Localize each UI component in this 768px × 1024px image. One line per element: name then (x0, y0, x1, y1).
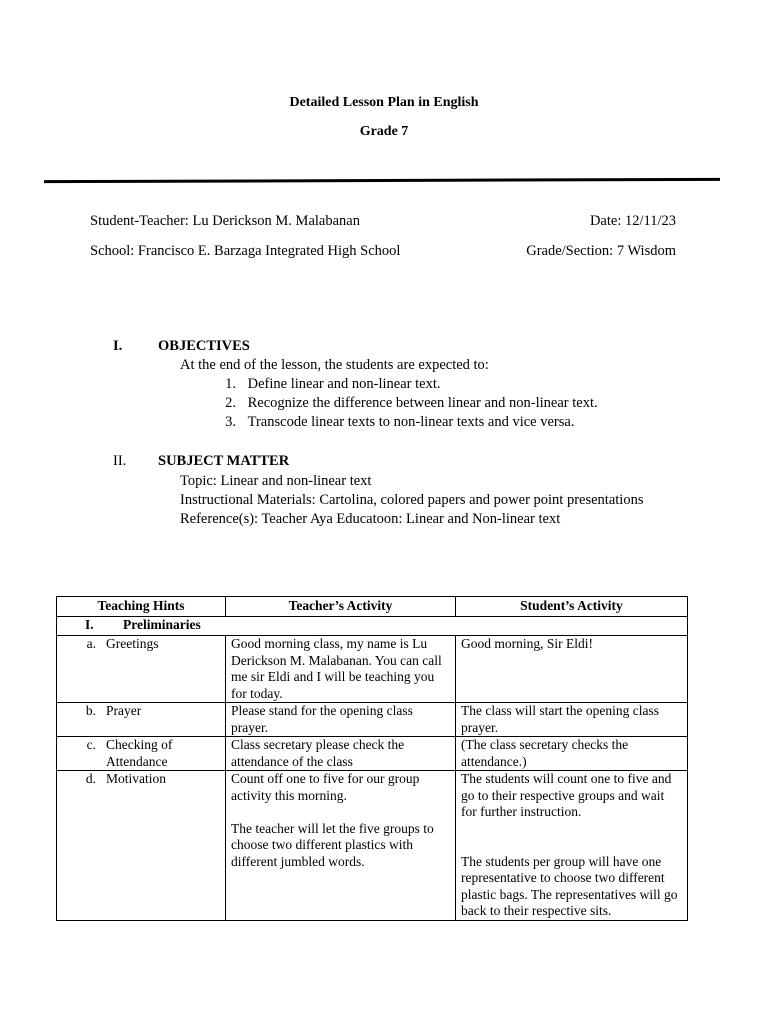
objectives-intro: At the end of the lesson, the students are expected to: (180, 357, 489, 373)
hint-text: Prayer (106, 703, 142, 718)
objective-number: 3. (225, 414, 236, 430)
objective-text: Define linear and non-linear text. (247, 376, 441, 392)
preliminaries-label: Preliminaries (123, 617, 201, 632)
objective-text: Transcode linear texts to non-linear texts and vice versa. (247, 414, 575, 430)
hint-letter: b. (85, 703, 96, 718)
teacher-paragraph: The teacher will let the five groups to choose two different plastics with different jumbled words. (231, 820, 434, 869)
hint-cell (57, 636, 226, 703)
objective-text: Recognize the difference between linear and non-linear text. (247, 395, 598, 411)
hint-text: Greetings (106, 636, 159, 651)
hint-letter: d. (85, 771, 96, 786)
student-teacher-line: Student-Teacher: Lu Derickson M. Malabanan (90, 213, 360, 229)
student-cell: Good morning, Sir Eldi! (456, 636, 688, 703)
preliminaries-row (57, 617, 688, 636)
hint-letter: a. (86, 636, 96, 651)
hint-cell (57, 771, 226, 921)
header-teaching-hints: Teaching Hints (57, 597, 226, 617)
table-header-row (57, 597, 688, 617)
student-cell: The class will start the opening class prayer. (456, 703, 688, 737)
hint-cell (57, 737, 226, 771)
date-line: Date: 12/11/23 (589, 213, 676, 229)
subject-matter-heading: SUBJECT MATTER (158, 453, 290, 469)
teacher-paragraph: Count off one to five for our group activity this morning. (231, 771, 420, 803)
school-line: School: Francisco E. Barzaga Integrated High School (90, 243, 401, 259)
hint-cell (57, 703, 226, 737)
student-cell (456, 771, 688, 921)
table-row (57, 703, 688, 737)
subject-matter-number: II. (113, 453, 127, 469)
hint-letter: c. (86, 737, 96, 752)
topic-line: Topic: Linear and non-linear text (180, 473, 372, 489)
materials-line: Instructional Materials: Cartolina, colored papers and power point presentations (180, 492, 644, 508)
document-title: Detailed Lesson Plan in English (289, 95, 479, 110)
teacher-cell: Good morning class, my name is Lu Derickson M. Malabanan. You can call me sir Eldi and I will be teaching you for today. (226, 636, 456, 703)
teacher-cell: Please stand for the opening class prayer. (226, 703, 456, 737)
grade-heading: Grade 7 (359, 124, 409, 139)
objectives-number: I. (113, 338, 123, 354)
objectives-heading: OBJECTIVES (158, 338, 250, 354)
student-cell: (The class secretary checks the attendance.) (456, 737, 688, 771)
teacher-cell (226, 771, 456, 921)
lesson-table (56, 596, 688, 921)
objective-number: 1. (225, 376, 236, 392)
preliminaries-number: I. (85, 617, 94, 632)
header-students-activity: Student’s Activity (456, 597, 688, 617)
grade-section-line: Grade/Section: 7 Wisdom (526, 243, 676, 259)
hint-text: Checking of Attendance (106, 737, 173, 769)
student-paragraph: The students will count one to five and go to their respective groups and wait for further instruction. (461, 771, 672, 819)
horizontal-rule (44, 178, 720, 183)
teacher-cell: Class secretary please check the attendance of the class (226, 737, 456, 771)
hint-text: Motivation (106, 771, 166, 786)
objective-item (218, 414, 574, 431)
table-row (57, 737, 688, 771)
header-teachers-activity: Teacher’s Activity (226, 597, 456, 617)
table-row (57, 636, 688, 703)
reference-line: Reference(s): Teacher Aya Educatoon: Linear and Non-linear text (180, 511, 561, 527)
objective-item (218, 376, 440, 393)
table-row (57, 771, 688, 921)
objective-item (218, 395, 598, 412)
student-paragraph: The students per group will have one representative to choose two different plastic bags. The representatives will go back to their respective sits. (461, 853, 678, 918)
objective-number: 2. (225, 395, 236, 411)
